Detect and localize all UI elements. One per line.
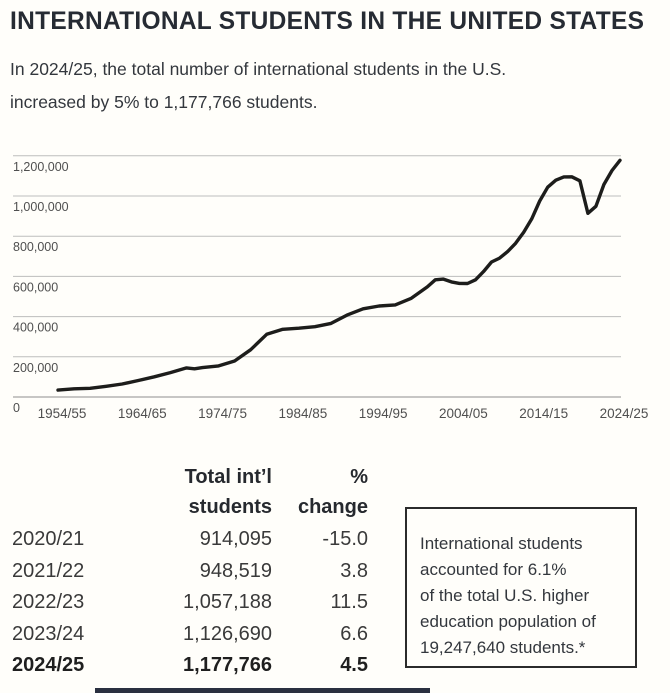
total-international-students-line [58, 160, 620, 390]
y-axis-label-1,000,000: 1,000,000 [13, 200, 69, 214]
x-axis-label-1974-75: 1974/75 [198, 406, 247, 421]
table-row-2024-25 [12, 650, 368, 682]
percent-change-cell: 3.8 [340, 559, 368, 582]
cropped-footer-bar [95, 688, 430, 693]
total-students-cell: 914,095 [199, 528, 272, 550]
x-axis-label-1984-85: 1984/85 [278, 406, 328, 421]
change-header-line-1: % [350, 466, 368, 488]
total-students-cell: 1,126,690 [183, 622, 272, 645]
highlight-note-box [405, 507, 637, 668]
y-axis-label-800,000: 800,000 [13, 240, 59, 255]
year-cell: 2021/22 [12, 559, 85, 582]
enrollment-trend-chart [0, 145, 670, 425]
note-line: education population of [420, 612, 596, 631]
y-axis-label-0: 0 [13, 401, 20, 415]
total-students-column-header [107, 462, 272, 522]
table-row-2022-23 [12, 587, 368, 619]
table-body [12, 524, 368, 682]
percent-change-cell: 6.6 [340, 622, 368, 645]
note-line: 19,247,640 students.* [420, 638, 586, 657]
total-students-cell: 948,519 [199, 559, 272, 582]
table-header-row [12, 462, 368, 522]
table-row-2021-22 [12, 556, 368, 588]
year-cell: 2023/24 [12, 622, 85, 645]
x-axis-label-2024-25: 2024/25 [599, 406, 649, 421]
year-column-header [12, 462, 107, 522]
note-line: accounted for 6.1% [420, 560, 567, 579]
table-row-2023-24 [12, 619, 368, 651]
note-line: of the total U.S. higher [420, 586, 590, 605]
y-axis-label-400,000: 400,000 [13, 320, 59, 335]
total-header-line-1: Total int’l [184, 466, 272, 488]
y-axis-label-200,000: 200,000 [13, 360, 59, 375]
percent-change-cell: 11.5 [330, 591, 368, 613]
year-cell: 2022/23 [12, 591, 85, 613]
y-axis-label-1,200,000: 1,200,000 [13, 159, 69, 174]
percent-change-column-header [272, 462, 368, 522]
percent-change-cell: 4.5 [340, 654, 368, 676]
y-axis-label-600,000: 600,000 [13, 280, 59, 295]
total-students-cell: 1,177,766 [183, 654, 272, 676]
x-axis-label-1964-65: 1964/65 [117, 406, 167, 421]
x-axis-label-1954-55: 1954/55 [37, 406, 87, 421]
x-axis-label-2014-15: 2014/15 [519, 406, 569, 421]
total-header-line-2: students [188, 496, 272, 518]
x-axis-label-2004-05: 2004/05 [439, 406, 488, 421]
year-cell: 2024/25 [12, 654, 85, 676]
change-header-line-2: change [297, 496, 368, 518]
year-cell: 2020/21 [12, 528, 85, 550]
subtitle-line-1: In 2024/25, the total number of international students in the U.S. [10, 59, 507, 79]
table-row-2020-21 [12, 524, 368, 556]
subtitle-line-2: increased by 5% to 1,177,766 students. [10, 92, 318, 112]
enrollment-table [12, 462, 368, 682]
page-title: INTERNATIONAL STUDENTS IN THE UNITED STATES [10, 7, 645, 35]
x-axis-label-1994-95: 1994/95 [358, 406, 408, 421]
total-students-cell: 1,057,188 [183, 591, 272, 613]
percent-change-cell: -15.0 [322, 528, 368, 550]
note-line: International students [420, 534, 583, 553]
